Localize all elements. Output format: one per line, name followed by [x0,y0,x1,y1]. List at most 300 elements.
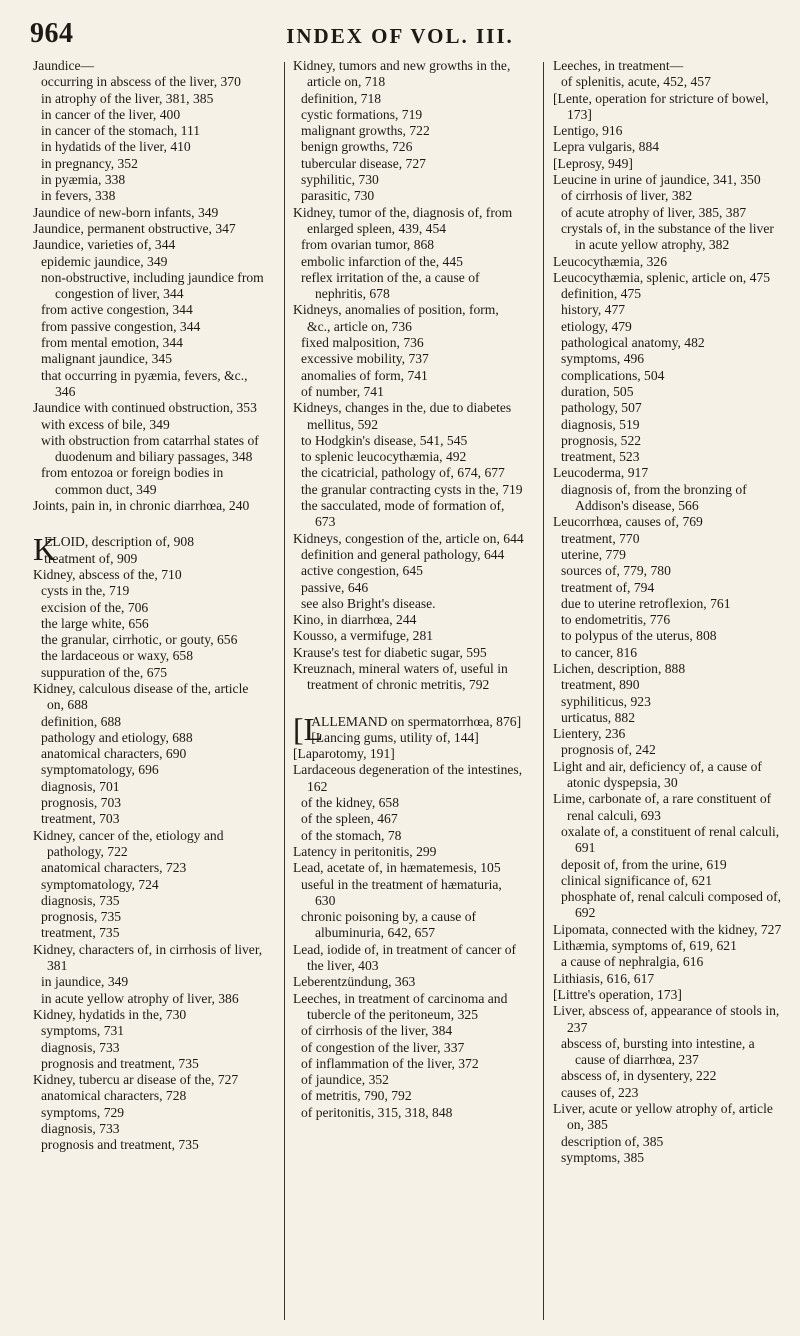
entry-text: Leucocythæmia, splenic, article on, 475 [553,269,771,285]
index-subentry [553,742,785,758]
entry-text: symptoms, 729 [41,1104,125,1120]
entry-text: description of, 385 [561,1133,664,1149]
entry-text: definition, 718 [301,90,382,106]
entry-text: Kidney, calculous disease of the, article on, 688 [33,680,249,713]
index-subentry [33,665,265,681]
index-subentry [293,433,525,449]
entry-text: of the stomach, 78 [301,827,402,843]
entry-text: the granular contracting cysts in the, 719 [301,481,523,497]
entry-text: that occurring in pyæmia, fevers, &c., 346 [41,367,248,399]
entry-text: abscess of, bursting into intestine, a cause of diarrhœa, 237 [561,1035,755,1068]
index-subentry [33,91,265,107]
entry-text: Kidneys, changes in the, due to diabetes mellitus, 592 [293,400,512,432]
index-entry [33,567,265,583]
index-entry [293,645,525,661]
entry-text: excessive mobility, 737 [301,351,429,367]
index-column-1 [33,58,265,1154]
index-subentry [293,1040,525,1056]
entry-text: prognosis, 735 [41,909,122,925]
index-entry [293,991,525,1024]
index-subentry [553,1068,785,1084]
index-subentry [293,156,525,172]
index-subentry [293,449,525,465]
index-subentry [33,632,265,648]
entry-text: of number, 741 [301,383,384,399]
entry-text: Liver, abscess of, appearance of stools in, 237 [553,1003,780,1035]
entry-text: Lipomata, connected with the kidney, 727 [553,921,782,937]
entry-text: anatomical characters, 728 [41,1088,187,1104]
entry-text: in hydatids of the liver, 410 [41,139,191,155]
entry-text: the cicatricial, pathology of, 674, 677 [301,465,505,481]
entry-text: anatomical characters, 723 [41,860,187,876]
entry-text: anatomical characters, 690 [41,746,187,762]
index-subentry [553,302,785,318]
entry-text: due to uterine retroflexion, 761 [561,595,731,611]
index-entry [33,221,265,237]
entry-text: in pyæmia, 338 [41,172,126,188]
index-subentry [553,188,785,204]
index-subentry [33,551,265,567]
entry-text: Lardaceous degeneration of the intestines, 162 [293,762,523,794]
entry-text: causes of, 223 [561,1084,639,1100]
entry-text: [Littre's operation, 173] [553,986,682,1002]
entry-text: Kidneys, anomalies of position, form, &c., article on, 736 [293,302,499,334]
index-subentry [553,580,785,596]
index-entry [553,938,785,954]
index-subentry [553,482,785,515]
page-header [30,18,770,52]
index-subentry [33,417,265,433]
entry-text: of cirrhosis of liver, 382 [561,188,693,204]
index-entry [293,612,525,628]
entry-text: suppuration of the, 675 [41,664,168,680]
entry-text: from mental emotion, 344 [41,335,183,351]
entry-text: Lead, acetate of, in hæmatemesis, 105 [293,860,501,876]
index-subentry [553,449,785,465]
index-subentry [33,730,265,746]
index-subentry [33,123,265,139]
index-entry [553,759,785,792]
entry-text: abscess of, in dysentery, 222 [561,1068,717,1084]
entry-text: treatment, 770 [561,530,640,546]
entry-text: Krause's test for diabetic sugar, 595 [293,644,487,660]
index-subentry [293,547,525,563]
index-subentry [293,811,525,827]
index-entry [553,661,785,677]
entry-text: Light and air, deficiency of, a cause of atonic dyspepsia, 30 [553,758,762,791]
index-subentry [553,710,785,726]
entry-text: crystals of, in the substance of the liver in acute yellow atrophy, 382 [561,220,774,253]
entry-text: in cancer of the stomach, 111 [41,123,201,139]
index-subentry [553,824,785,857]
index-subentry [293,498,525,531]
entry-text: anomalies of form, 741 [301,367,428,383]
entry-text: prognosis and treatment, 735 [41,1137,199,1153]
index-subentry [293,795,525,811]
index-subentry [553,205,785,221]
running-title: INDEX OF VOL. III. [286,24,514,48]
entry-text: symptoms, 385 [561,1149,645,1165]
entry-text: Joints, pain in, in chronic diarrhœa, 240 [33,498,250,514]
entry-text: from entozoa or foreign bodies in common duct, 349 [41,465,224,497]
index-subentry [293,91,525,107]
index-entry [33,205,265,221]
entry-text: uterine, 779 [561,546,626,562]
index-subentry [553,1150,785,1166]
index-entry [33,942,265,975]
index-subentry [293,909,525,942]
index-entry [33,58,265,74]
entry-text: Leeches, in treatment— [553,58,684,73]
entry-text: Leeches, in treatment of carcinoma and tubercle of the peritoneum, 325 [293,990,508,1022]
entry-text: definition, 688 [41,713,122,729]
entry-text: of cirrhosis of the liver, 384 [301,1023,453,1039]
entry-text: Kidney, characters of, in cirrhosis of liver, 381 [33,941,263,974]
column-rule [284,62,285,1320]
index-entry [293,762,525,795]
index-subentry [33,465,265,498]
entry-text: in atrophy of the liver, 381, 385 [41,90,214,106]
entry-text: phosphate of, renal calculi composed of, 692 [561,889,782,921]
entry-text: prognosis of, 242 [561,742,656,758]
entry-text: complications, 504 [561,367,665,383]
entry-text: prognosis and treatment, 735 [41,1055,199,1071]
index-subentry [553,677,785,693]
index-subentry [553,873,785,889]
index-entry [553,156,785,172]
entry-text: Lientery, 236 [553,726,626,742]
entry-text: to cancer, 816 [561,644,638,660]
entry-text: the sacculated, mode of formation of, 673 [301,498,505,530]
entry-text: diagnosis of, from the bronzing of Addison's disease, 566 [561,481,747,514]
index-subentry [293,254,525,270]
index-subentry [553,384,785,400]
index-entry [293,942,525,975]
entry-text: symptomatology, 696 [41,762,159,778]
index-subentry [293,237,525,253]
index-subentry [33,762,265,778]
index-entry [293,974,525,990]
entry-text: ALLEMAND on spermatorrhœa, 876] [311,713,522,729]
entry-text: diagnosis, 701 [41,778,120,794]
entry-text: occurring in abscess of the liver, 370 [41,74,241,90]
entry-text: the lardaceous or waxy, 658 [41,648,193,664]
index-entry [553,1003,785,1036]
index-entry [293,661,525,694]
index-entry [553,58,785,74]
index-subentry [33,74,265,90]
index-subentry [553,417,785,433]
index-subentry [293,465,525,481]
index-entry [33,1072,265,1088]
entry-text: chronic poisoning by, a cause of albuminuria, 642, 657 [301,909,477,941]
index-subentry [33,1105,265,1121]
entry-text: history, 477 [561,302,626,318]
index-subentry [293,172,525,188]
index-entry [553,172,785,188]
index-subentry [33,156,265,172]
entry-text: Lepra vulgaris, 884 [553,139,660,155]
index-entry [293,400,525,433]
index-entry [553,922,785,938]
index-subentry [293,1023,525,1039]
index-subentry [553,1134,785,1150]
index-subentry [33,351,265,367]
entry-text: [Leprosy, 949] [553,155,633,171]
index-entry [33,498,265,514]
index-subentry [33,1088,265,1104]
index-entry [553,465,785,481]
entry-text: symptoms, 731 [41,1023,125,1039]
index-subentry [553,531,785,547]
entry-text: Kino, in diarrhœa, 244 [293,612,417,628]
index-subentry [33,714,265,730]
entry-text: treatment, 890 [561,677,640,693]
entry-text: Jaundice— [33,58,95,73]
entry-text: cysts in the, 719 [41,583,130,599]
entry-text: from passive congestion, 344 [41,318,201,334]
index-subentry [553,857,785,873]
section-initial: K [33,531,57,568]
entry-text: malignant jaundice, 345 [41,351,172,367]
index-entry [33,237,265,253]
index-subentry [293,1105,525,1121]
index-subentry [553,547,785,563]
entry-text: in jaundice, 349 [41,974,129,990]
index-subentry [293,828,525,844]
entry-text: of congestion of the liver, 337 [301,1039,465,1055]
index-subentry [293,482,525,498]
entry-text: treatment, 523 [561,449,640,465]
index-subentry [33,974,265,990]
index-subentry [33,616,265,632]
entry-text: symptomatology, 724 [41,876,159,892]
index-subentry [33,335,265,351]
entry-text: Liver, acute or yellow atrophy of, article on, 385 [553,1101,773,1133]
index-subentry [293,107,525,123]
index-entry [553,514,785,530]
entry-text: in acute yellow atrophy of liver, 386 [41,990,239,1006]
entry-text: Lithiasis, 616, 617 [553,970,655,986]
index-subentry [33,583,265,599]
entry-text: treatment of, 909 [44,550,138,566]
index-subentry [553,286,785,302]
index-subentry [33,172,265,188]
entry-text: diagnosis, 519 [561,416,640,432]
entry-text: prognosis, 522 [561,432,642,448]
index-subentry [293,1056,525,1072]
index-subentry [33,1023,265,1039]
entry-text: of inflammation of the liver, 372 [301,1055,479,1071]
entry-text: to splenic leucocythæmia, 492 [301,449,467,465]
entry-text: ELOID, description of, 908 [44,534,194,550]
index-entry [293,844,525,860]
entry-text: the large white, 656 [41,615,149,631]
index-entry [33,828,265,861]
entry-text: Kousso, a vermifuge, 281 [293,628,434,644]
entry-text: Lithæmia, symptoms of, 619, 621 [553,938,737,954]
entry-text: Jaundice, varieties of, 344 [33,237,176,253]
entry-text: benign growths, 726 [301,139,413,155]
index-subentry [553,368,785,384]
index-subentry [33,860,265,876]
entry-text: syphilitic, 730 [301,172,379,188]
entry-text: in cancer of the liver, 400 [41,106,181,122]
index-entry [553,123,785,139]
index-entry [33,1007,265,1023]
entry-text: deposit of, from the urine, 619 [561,856,727,872]
entry-text: in pregnancy, 352 [41,155,138,171]
column-rule [543,62,544,1320]
entry-text: with obstruction from catarrhal states of duodenum and biliary passages, 348 [41,432,259,465]
index-subentry [33,254,265,270]
index-subentry [33,188,265,204]
index-entry [293,205,525,238]
entry-text: Jaundice of new-born infants, 349 [33,204,219,220]
index-subentry [33,779,265,795]
index-subentry [33,877,265,893]
index-subentry [293,1072,525,1088]
entry-text: Leucorrhœa, causes of, 769 [553,514,703,530]
entry-text: embolic infarction of the, 445 [301,253,463,269]
entry-text: of the spleen, 467 [301,811,398,827]
entry-text: passive, 646 [301,579,369,595]
index-entry [553,971,785,987]
entry-text: cystic formations, 719 [301,106,423,122]
index-entry [293,730,525,746]
entry-text: in fevers, 338 [41,188,116,204]
entry-text: Leucoderma, 917 [553,465,649,481]
index-entry [553,987,785,1003]
entry-text: definition, 475 [561,286,642,302]
index-entry [553,726,785,742]
index-subentry [553,563,785,579]
entry-text: Kidney, abscess of the, 710 [33,566,182,582]
index-subentry [33,107,265,123]
index-subentry [553,596,785,612]
entry-text: Leberentzündung, 363 [293,974,416,990]
index-subentry [33,909,265,925]
index-subentry [33,991,265,1007]
entry-text: active congestion, 645 [301,563,423,579]
index-entry [293,746,525,762]
entry-text: [Laparotomy, 191] [293,746,395,762]
index-subentry [553,351,785,367]
section-initial: [L [293,710,324,747]
entry-text: Latency in peritonitis, 299 [293,843,437,859]
index-entry [293,531,525,547]
index-column-3 [553,58,785,1166]
entry-text: clinical significance of, 621 [561,872,712,888]
entry-text: treatment of, 794 [561,579,655,595]
entry-text: Kidney, hydatids in the, 730 [33,1006,187,1022]
index-subentry [553,1036,785,1069]
index-entry [33,400,265,416]
entry-text: parasitic, 730 [301,188,375,204]
entry-text: useful in the treatment of hæmaturia, 630 [301,876,502,908]
index-subentry [33,433,265,466]
entry-text: of the kidney, 658 [301,795,400,811]
entry-text: Kidney, tubercu ar disease of the, 727 [33,1072,239,1088]
entry-text: of metritis, 790, 792 [301,1088,412,1104]
entry-text: Lichen, description, 888 [553,660,686,676]
index-entry [293,58,525,91]
index-subentry [553,645,785,661]
index-subentry [553,335,785,351]
index-subentry [553,954,785,970]
index-column-2 [293,58,525,1121]
index-subentry [33,648,265,664]
index-entry [293,860,525,876]
entry-text: diagnosis, 733 [41,1039,120,1055]
index-subentry [33,893,265,909]
index-subentry [293,368,525,384]
index-subentry [293,335,525,351]
entry-text: of peritonitis, 315, 318, 848 [301,1104,453,1120]
index-subentry [553,628,785,644]
index-entry [553,270,785,286]
entry-text: prognosis, 703 [41,795,122,811]
index-subentry [33,319,265,335]
entry-text: treatment, 703 [41,811,120,827]
entry-text: Kidneys, congestion of the, article on, 644 [293,530,524,546]
entry-text: Kidney, cancer of the, etiology and pathology, 722 [33,827,224,859]
entry-text: to polypus of the uterus, 808 [561,628,717,644]
entry-text: Leucine in urine of jaundice, 341, 350 [553,172,761,188]
index-subentry [33,746,265,762]
entry-text: pathology, 507 [561,400,642,416]
entry-text: pathology and etiology, 688 [41,729,193,745]
index-entry [293,302,525,335]
entry-text: diagnosis, 733 [41,1121,120,1136]
entry-text: of splenitis, acute, 452, 457 [561,74,711,90]
index-subentry [293,351,525,367]
index-subentry [293,188,525,204]
index-subentry [553,74,785,90]
index-subentry [553,612,785,628]
entry-text: with excess of bile, 349 [41,416,170,432]
entry-text: of jaundice, 352 [301,1072,389,1088]
entry-text: fixed malposition, 736 [301,335,424,351]
entry-text: of acute atrophy of liver, 385, 387 [561,204,747,220]
index-subentry [553,319,785,335]
index-subentry [553,1085,785,1101]
entry-text: tubercular disease, 727 [301,155,426,171]
index-entry [553,1101,785,1134]
entry-text: reflex irritation of the, a cause of nephritis, 678 [301,269,480,302]
entry-text: to endometritis, 776 [561,612,671,628]
entry-text: Kidney, tumor of the, diagnosis of, from enlarged spleen, 439, 454 [293,204,513,236]
index-subentry [293,139,525,155]
index-subentry [33,139,265,155]
entry-text: Lead, iodide of, in treatment of cancer of the liver, 403 [293,941,517,974]
index-subentry [553,400,785,416]
entry-text: etiology, 479 [561,318,632,334]
entry-text: pathological anatomy, 482 [561,335,705,351]
entry-text: malignant growths, 722 [301,123,430,139]
index-subentry [293,123,525,139]
index-subentry [293,563,525,579]
entry-text: [Lancing gums, utility of, 144] [311,729,479,745]
entry-text: from active congestion, 344 [41,302,193,318]
entry-text: epidemic jaundice, 349 [41,253,168,269]
index-subentry [293,877,525,910]
entry-text: from ovarian tumor, 868 [301,237,435,253]
entry-text: the granular, cirrhotic, or gouty, 656 [41,632,238,648]
entry-text: duration, 505 [561,383,634,399]
index-subentry [33,1040,265,1056]
page-number: 964 [30,18,74,49]
